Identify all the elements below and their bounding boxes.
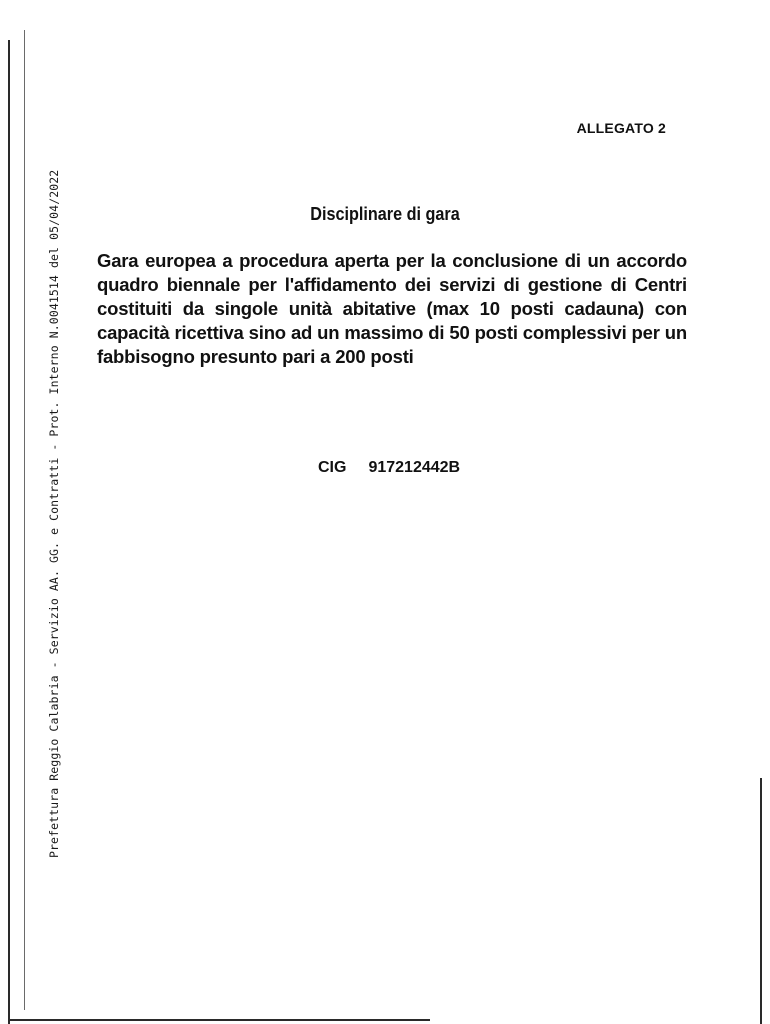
document-title: Disciplinare di gara [310, 204, 460, 224]
scan-edge-left-thin [24, 30, 25, 1010]
scan-edge-left [8, 40, 10, 1024]
cig-label: CIG [318, 459, 347, 476]
cig-line [318, 459, 460, 477]
protocol-margin-stamp: Prefettura Reggio Calabria - Servizio AA. GG. e Contratti - Prot. Interno N.0041514 del 05/04/2022 [47, 169, 61, 858]
document-subject: Gara europea a procedura aperta per la conclusione di un accordo quadro biennale per l'affidamento dei servizi di gestione di Centri costituiti da singole unità abitative (max 10 posti cadauna) con capacità ricettiva sino ad un massimo di 50 posti complessivi per un fabbisogno presunto pari a 200 posti [97, 250, 687, 367]
attachment-label: ALLEGATO 2 [576, 120, 666, 136]
scan-edge-right [760, 778, 762, 1024]
scan-edge-bottom [10, 1019, 430, 1021]
cig-code: 917212442B [368, 459, 461, 476]
